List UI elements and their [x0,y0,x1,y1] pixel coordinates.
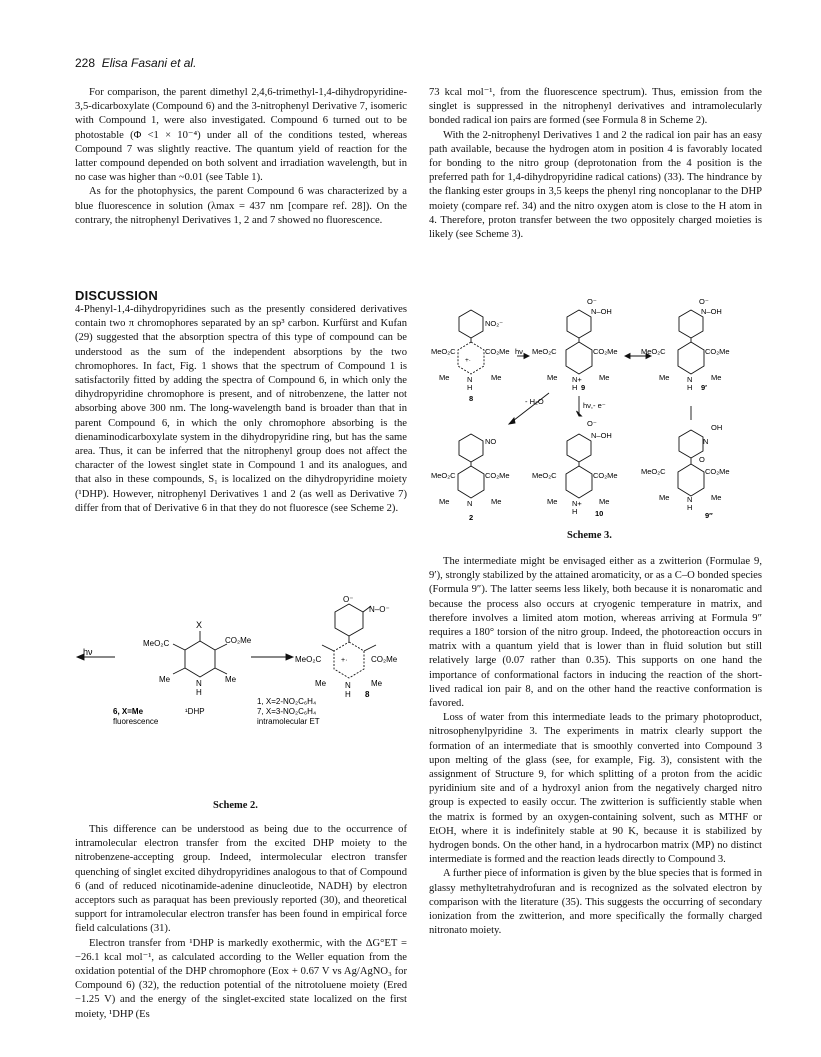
me-label: Me [711,373,722,382]
compound-1-label: 1, X=2-NO₂C₆H₄ [257,697,317,706]
meo2c-label: MeO₂C [532,471,557,480]
h-label: H [196,688,202,697]
compound-8-label: 8 [469,394,474,403]
n-label: N [467,375,473,384]
paragraph: For comparison, the parent dimethyl 2,4,6-trimethyl-1,4-dihydropyridine-3,5-dicarboxylate (Compound 6) and the 3-nitrophenyl Derivative 7, isomeric with Compound 1, were also investigated. Compound 6 turned out to be photostable (Φ <1 × 10⁻⁴) under all of the conditions tested, whereas Compound 7 was slightly reactive. The quantum yield of reaction for the latter compound depended on both solvent and irradiation wavelength, but in no case was higher than ~0.01 (see Table 1). [75,87,407,184]
scheme-3-caption: Scheme 3. [567,530,612,541]
hv-label: hν [83,647,93,657]
dhp-label: ¹DHP [185,707,205,716]
paragraph: With the 2-nitrophenyl Derivatives 1 and 2 the radical ion pair has an easy path available, because the hydrogen atom in position 4 is favorably located for bonding to the nitro group (deprotonation from the 4 position is the preferred path for 1,4-dihydropyridine radical cations) (33). The hindrance by the flanking ester groups in 3,5 keeps the phenyl ring noncoplanar to the DHP moiety (compare ref. 34) and the nitro oxygen atom is close to the H atom in 4. Therefore, proton transfer between the two oppositely charged moieties is likely (see Scheme 3). [429,129,762,241]
paragraph: A further piece of information is given by the blue species that is formed in glassy methyltetrahydrofuran and is recognized as the solvated electron by comparison with the literature (35). This suggests the occurring of secondary ionization from the zwitterion, and more specifically the formally charged nitronato moiety. [429,868,762,937]
water-loss-label: - H₂O [525,397,544,406]
me-label: Me [225,675,237,684]
paragraph: As for the photophysics, the parent Compound 6 was characterized by a blue fluorescence in solution (λmax = 437 nm [compare ref. 28]). On the contrary, the nitrophenyl Derivatives 1, 2 and 7 showed no fluorescence. [75,186,407,226]
co2me-label: CO₂Me [485,347,510,356]
running-authors: Elisa Fasani et al. [101,56,197,70]
paragraph: Loss of water from this intermediate leads to the primary photoproduct, nitrosophenylpyridine 3. The experiments in matrix clearly support the formation of an intermediate that is smoothly converted into Compound 3 upon melting of the glass (see, for example, Fig. 3), consistent with the assignment of Structure 9, for which splitting of a proton from the acidic pyridinium site and of a hydroxyl anion from the negatively charged nitro group is expected to easily occur. The zwitterion is sufficiently stable when the matrix is formed by an oxygen-containing solvent, such as MTHF or EtOH, where it is indefinitely stable at 90 K, because it is stabilized by hydrogen bonds. On the other hand, in a hydrocarbon matrix (MP) no distinct intermediate is formed and the reaction leads directly to Compound 3. [429,712,762,866]
h-label: H [572,383,578,392]
meo2c-label: MeO₂C [431,347,456,356]
scheme-2-drawing [75,596,407,796]
noh-label: N–OH [591,431,612,440]
right-column-bottom [429,555,762,938]
meo2c-label: MeO₂C [295,655,322,664]
no-label: NO [485,437,497,446]
n-label: N [196,679,202,688]
me-label: Me [491,373,502,382]
me-label: Me [599,497,610,506]
intramolecular-et-label: intramolecular ET [257,717,320,726]
n-label: N [345,681,351,690]
oh-label: OH [711,423,723,432]
co2me-label: CO₂Me [593,471,618,480]
page-number: 228 [75,56,96,70]
h-label: H [687,503,693,512]
compound-9-label: 9 [581,383,586,392]
me-label: Me [599,373,610,382]
noh-label: N–OH [591,307,612,316]
me-label: Me [711,493,722,502]
me-label: Me [315,679,327,688]
o-minus-label: O⁻ [587,419,597,428]
h-label: H [345,690,351,699]
n-label: N [687,495,693,504]
me-label: Me [371,679,383,688]
scheme-2-caption: Scheme 2. [213,800,258,811]
me-label: Me [491,497,502,506]
fluorescence-label: fluorescence [113,717,159,726]
paragraph: The intermediate might be envisaged either as a zwitterion (Formulae 9, 9′), strongly stabilized by the attained aromaticity, or as a C–O bonded species (Formula 9″). The latter seems less likely, both because it is nonaromatic and because the process also occurs at cryogenic temperature in matrix, and therefore involves a limited atom motion, whereas arriving at Formula 9″ requires a 180° torsion of the nitro group. Indeed, the photoreaction occurs in matrix with a quantum yield that is lower than in fluid solution but still relatively large (0.07 rather than 0.35). This supports on one hand the importance of conformational factors in inducing the reaction of the short-lived radical ion pair 8, and on the other hand the reactive conformation is favored. [429,556,762,710]
nplus-label: N+ [572,375,582,384]
paragraph: 73 kcal mol⁻¹, from the fluorescence spectrum). Thus, emission from the singlet is suppressed in the nitrophenyl derivatives and intramolecularly bonded radical ion pairs are formed (see Formula 8 in Scheme 2). [429,87,762,127]
co2me-label: CO₂Me [593,347,618,356]
h-label: H [687,383,693,392]
h-label: H [467,383,473,392]
paragraph: 4-Phenyl-1,4-dihydropyridines such as the presently considered derivatives contain two π chromophores separated by an sp³ carbon. Kurfürst and Kufan (29) suggested that the absorption spectra of this type of compound can be understood as the sum of the independent absorptions by the two chromophores. In fact, Fig. 1 shows that the spectrum of Compound 1 is satisfactorily fitted by adding the spectra of Compound 6, in which only the dihydropyridine chromophore is present, and of nitrobenzene, the latter not absorbing above 300 nm. The long-wavelength band is broader than that in parent Compound 6, in which the only chromophore absorbing is the dienaminodicarboxylate system in the dihydropyridine ring, but has the same area. Thus, it can be inferred that the nitrophenyl group does not affect the character of the lowest singlet state in Compound 1 and its analogues, and that also in these compounds, S₁ is localized on the dihydropyridine moiety (¹DHP). However, nitrophenyl Derivatives 1 and 2 (as well as Derivative 7) differ from that of Derivative 6 in that they do not fluoresce (see Scheme 2). [75,304,407,514]
me-label: Me [659,373,670,382]
compound-9-prime-label: 9′ [701,383,707,392]
meo2c-label: MeO₂C [641,347,666,356]
me-label: Me [547,373,558,382]
scheme-3-drawing [429,298,762,528]
me-label: Me [439,373,450,382]
no2-label: NO₂⁻ [485,319,504,328]
left-column-bottom [75,823,407,1022]
compound-2-label: 2 [469,513,474,522]
hv-label: hν [515,347,523,356]
noh-label: N–OH [701,307,722,316]
co2me-label: CO₂Me [705,467,730,476]
me-label: Me [439,497,450,506]
co2me-label: CO₂Me [485,471,510,480]
x-label: X [196,620,203,630]
nplus-label: N+ [572,499,582,508]
meo2c-label: MeO₂C [641,467,666,476]
co2me-label: CO₂Me [705,347,730,356]
left-column-middle [75,303,407,516]
meo2c-label: MeO₂C [143,639,170,648]
compound-10-label: 10 [595,509,604,518]
paragraph: Electron transfer from ¹DHP is markedly exothermic, with the ΔG°ET = −26.1 kcal mol⁻¹, as calculated according to the Weller equation from the oxidation potential of the DHP chromophore (Eox + 0.67 V vs Ag/AgNO₃ for Compound 6) (32), the reduction potential of the nitrotoluene moiety (Ered −1.25 V) and the energy of the singlet-excited state localized on the first moiety, ¹DHP (Es [75,937,407,1020]
scheme-2-figure [75,596,407,796]
paragraph: This difference can be understood as being due to the occurrence of intramolecular electron transfer from the excited DHP moiety to the nitrobenzene-accepting group. Indeed, intermolecular electron transfer quenching of singlet excited dihydropyridines analogous to that of Compound 6 (and of reduced nicotinamide-adenine dinucleotide, NADH) by electron acceptors such as paraquat has been previously reported (30), and theoretical support for intramolecular electron transfer has been found in empirical force field calculations (31). [75,824,407,935]
n-label: N [467,499,473,508]
me-label: Me [659,493,670,502]
compound-6-label: 6, X=Me [113,707,144,716]
me-label: Me [159,675,171,684]
co2me-label: CO₂Me [225,636,252,645]
o-minus-label: O⁻ [699,298,709,306]
meo2c-label: MeO₂C [431,471,456,480]
compound-8-label: 8 [365,690,370,699]
n-label: N [703,437,709,446]
section-heading: DISCUSSION [75,288,158,303]
o-minus-label: O⁻ [343,596,354,604]
running-header [75,56,196,70]
me-label: Me [547,497,558,506]
compound-9-double-prime-label: 9″ [705,511,713,520]
nitro-label: N–O⁻ [369,605,390,614]
left-column-top [75,86,407,228]
co2me-label: CO₂Me [371,655,398,664]
h-label: H [572,507,578,516]
radical-cation-label: +· [341,657,348,664]
hv-e-label: hν,- e⁻ [583,401,606,410]
o-minus-label: O⁻ [587,298,597,306]
compound-7-label: 7, X=3-NO₂C₆H₄ [257,707,317,716]
meo2c-label: MeO₂C [532,347,557,356]
radical-cation-label: +· [465,357,471,364]
n-label: N [687,375,693,384]
scheme-3-figure [429,298,762,528]
o-label: O [699,455,705,464]
right-column-top [429,86,762,242]
